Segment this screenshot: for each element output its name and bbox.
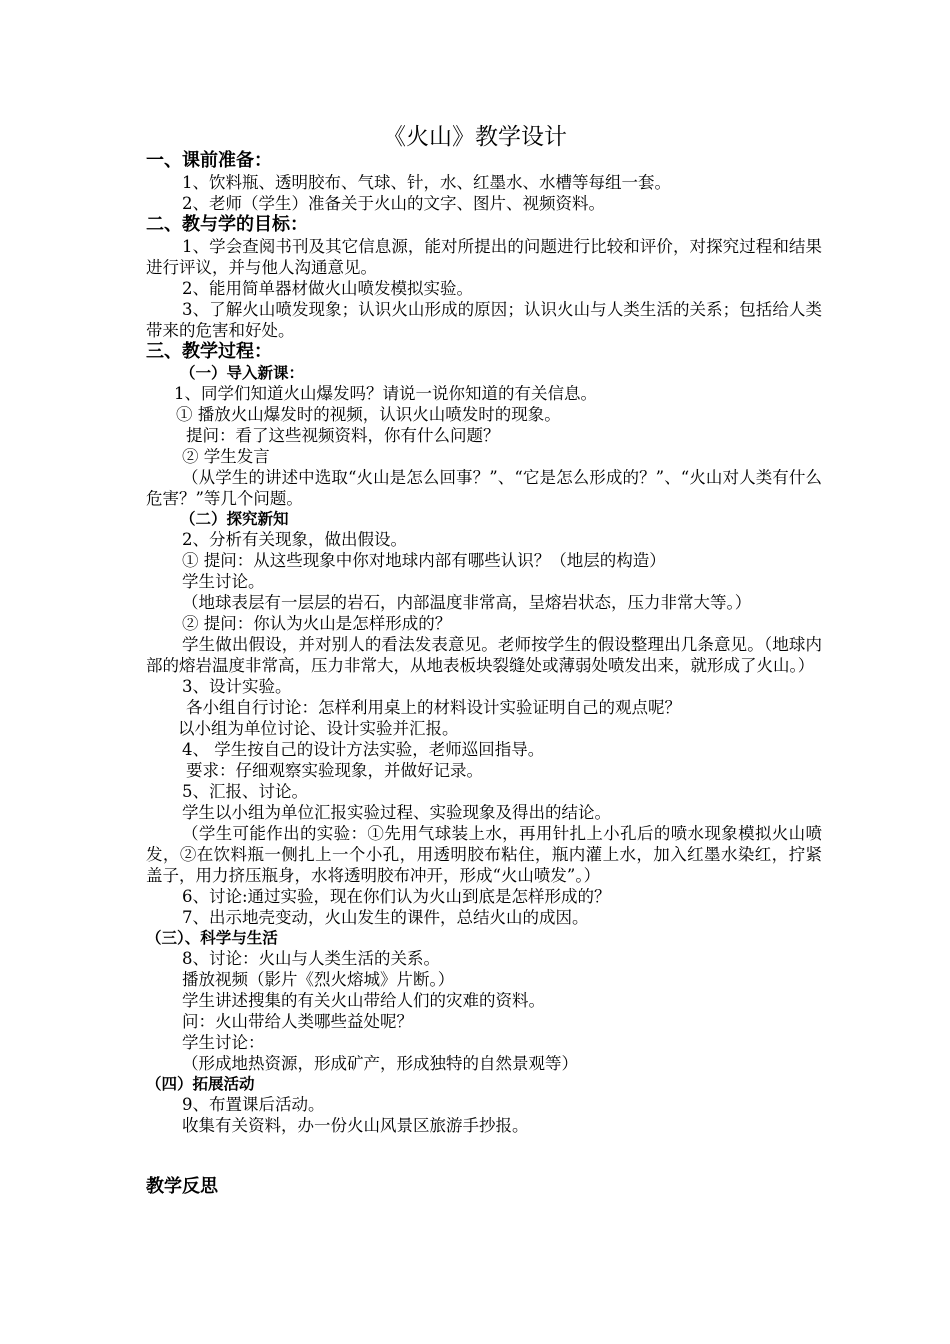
document-body xyxy=(146,150,822,1136)
paragraph: 播放视频（影片《烈火熔城》片断。） xyxy=(182,970,455,989)
paragraph: 2、老师（学生）准备关于火山的文字、图片、视频资料。 xyxy=(182,194,605,213)
paragraph: 4、 学生按自己的设计方法实验，老师巡回指导。 xyxy=(182,740,545,759)
paragraph: （形成地热资源，形成矿产，形成独特的自然景观等） xyxy=(182,1054,578,1073)
subsection-heading-2: （二）探究新知 xyxy=(180,510,289,528)
paragraph: 7、出示地壳变动，火山发生的课件，总结火山的成因。 xyxy=(182,908,589,927)
paragraph: 8、讨论：火山与人类生活的关系。 xyxy=(182,949,440,968)
paragraph: 1、同学们知道火山爆发吗？请说一说你知道的有关信息。 xyxy=(174,384,597,403)
paragraph: 学生做出假设，并对别人的看法发表意见。老师按学生的假设整理出几条意见。（地球内部的熔岩温度非常高，压力非常大，从地表板块裂缝处或薄弱处喷发出来，就形成了火山。） xyxy=(146,635,822,675)
paragraph: 提问：看了这些视频资料，你有什么问题？ xyxy=(186,426,500,445)
subsection-heading-3: （三）、科学与生活 xyxy=(146,929,278,947)
paragraph: 6、讨论:通过实验，现在你们认为火山到底是怎样形成的？ xyxy=(182,887,611,906)
paragraph: 1、饮料瓶、透明胶布、气球、针，水、红墨水、水槽等每组一套。 xyxy=(182,173,671,192)
paragraph: ① 播放火山爆发时的视频，认识火山喷发时的现象。 xyxy=(176,405,561,424)
section-heading-1: 一、课前准备： xyxy=(146,150,272,171)
subsection-heading-1: （一）导入新课： xyxy=(180,364,305,382)
document-title: 《火山》教学设计 xyxy=(383,124,567,150)
paragraph: 收集有关资料，办一份火山风景区旅游手抄报。 xyxy=(182,1116,529,1135)
paragraph: 要求：仔细观察实验现象，并做好记录。 xyxy=(186,761,483,780)
paragraph: 学生以小组为单位汇报实验过程、实验现象及得出的结论。 xyxy=(182,803,611,822)
paragraph: 2、分析有关现象，做出假设。 xyxy=(182,530,407,549)
section-heading-3: 三、教学过程： xyxy=(146,341,272,362)
paragraph: 3、设计实验。 xyxy=(182,677,292,696)
paragraph: 学生讨论： xyxy=(182,1033,265,1052)
paragraph: （学生可能作出的实验：①先用气球装上水，再用针扎上小孔后的喷水现象模拟火山喷发，②在饮料瓶一侧扎上一个小孔，用透明胶布粘住，瓶内灌上水，加入红墨水染红，拧紧盖子，用力挤压瓶身，水将透明胶布冲开，形成“火山喷发”。） xyxy=(146,824,822,885)
paragraph: 2、能用简单器材做火山喷发模拟实验。 xyxy=(182,279,473,298)
paragraph: （地球表层有一层层的岩石，内部温度非常高，呈熔岩状态，压力非常大等。） xyxy=(182,593,752,612)
paragraph: ② 提问：你认为火山是怎样形成的？ xyxy=(182,614,452,633)
paragraph: ② 学生发言 xyxy=(182,447,270,466)
reflection-heading: 教学反思 xyxy=(146,1176,218,1197)
paragraph: 5、汇报、讨论。 xyxy=(182,782,308,801)
paragraph: 问：火山带给人类哪些益处呢？ xyxy=(182,1012,413,1031)
paragraph: 1、学会查阅书刊及其它信息源，能对所提出的问题进行比较和评价，对探究过程和结果进行评议，并与他人沟通意见。 xyxy=(146,237,822,277)
subsection-heading-4: （四）拓展活动 xyxy=(146,1075,255,1093)
section-heading-2: 二、教与学的目标： xyxy=(146,214,308,235)
paragraph: 各小组自行讨论：怎样利用桌上的材料设计实验证明自己的观点呢？ xyxy=(186,698,681,717)
paragraph: 9、布置课后活动。 xyxy=(182,1095,325,1114)
paragraph: ① 提问：从这些现象中你对地球内部有哪些认识？（地层的构造） xyxy=(182,551,666,570)
paragraph: 以小组为单位讨论、设计实验并汇报。 xyxy=(178,719,459,738)
paragraph: （从学生的讲述中选取“火山是怎么回事？”、“它是怎么形成的？”、“火山对人类有什么危害？”等几个问题。 xyxy=(146,468,822,508)
paragraph: 学生讲述搜集的有关火山带给人们的灾难的资料。 xyxy=(182,991,545,1010)
paragraph: 学生讨论。 xyxy=(182,572,265,591)
paragraph: 3、了解火山喷发现象；认识火山形成的原因；认识火山与人类生活的关系；包括给人类带来的危害和好处。 xyxy=(146,300,822,340)
